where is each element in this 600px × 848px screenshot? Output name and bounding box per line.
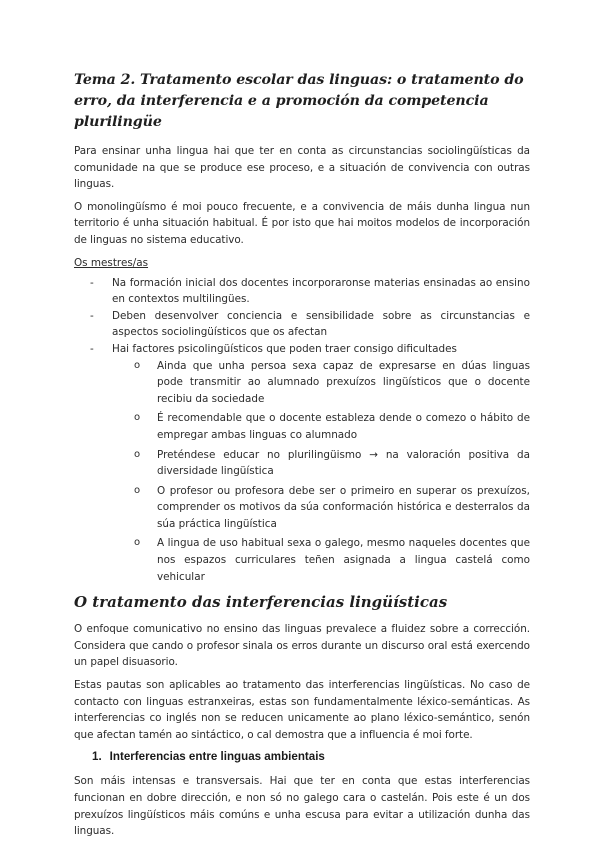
circle-list-item-text: É recomendable que o docente estableza dende o comezo o hábito de empregar ambas linguas co alumnado bbox=[157, 412, 530, 441]
dash-list-item-text: Hai factores psicolingüísticos que poden traer consigo dificultades bbox=[112, 342, 457, 355]
circle-list-item bbox=[134, 535, 530, 585]
dash-list-item bbox=[90, 308, 530, 341]
dash-list-item-text: Na formación inicial dos docentes incorporaronse materias ensinadas ao ensino en contextos multilingües. bbox=[112, 276, 530, 306]
dash-marker: - bbox=[90, 342, 94, 355]
circle-marker: o bbox=[134, 412, 141, 424]
dash-list-item bbox=[90, 341, 530, 585]
paragraph: Para ensinar unha lingua hai que ter en conta as circunstancias sociolingüísticas da comunidade na que se produce ese proceso, e a situación de convivencia con outras linguas. bbox=[74, 145, 530, 191]
numbered-heading bbox=[92, 749, 530, 765]
document-title: Tema 2. Tratamento escolar das linguas: o tratamento do erro, da interferencia e a promoción da competencia plurilingüe bbox=[74, 72, 524, 130]
circle-marker: o bbox=[134, 448, 141, 460]
subheading-teachers: Os mestres/as bbox=[74, 256, 149, 269]
circle-marker: o bbox=[134, 484, 141, 496]
circle-list-item-text: Ainda que unha persoa sexa capaz de expresarse en dúas linguas pode transmitir ao alumnado prexuízos lingüísticos que o docente recibiu da sociedade bbox=[157, 359, 530, 405]
circle-list bbox=[112, 358, 530, 586]
circle-list-item bbox=[134, 358, 530, 408]
dash-list-item bbox=[90, 275, 530, 308]
circle-list-item-text: Preténdese educar no plurilingüismo → na valoración positiva da diversidade lingüística bbox=[157, 448, 530, 478]
paragraph: O enfoque comunicativo no ensino das linguas prevalece a fluidez sobre a corrección. Considera que cando o profesor sinala os erros durante un discurso oral está exercendo un papel disuasorio. bbox=[74, 623, 530, 669]
dash-marker: - bbox=[90, 309, 94, 322]
circle-list-item bbox=[134, 483, 530, 533]
dash-marker: - bbox=[90, 276, 94, 289]
section-title: O tratamento das interferencias lingüísticas bbox=[74, 593, 448, 612]
paragraph: O monolingüísmo é moi pouco frecuente, e a convivencia de máis dunha lingua nun territorio é unha situación habitual. É por isto que hai moitos modelos de incorporación de linguas no sistema educativo. bbox=[74, 200, 530, 246]
circle-list-item bbox=[134, 447, 530, 480]
dash-list-item-text: Deben desenvolver conciencia e sensibilidade sobre as circunstancias e aspectos sociolingüísticos que os afectan bbox=[112, 309, 530, 339]
circle-list-item bbox=[134, 410, 530, 443]
dash-list bbox=[74, 275, 530, 586]
paragraph: Son máis intensas e transversais. Hai que ter en conta que estas interferencias funcionan en dobre dirección, e non só no galego cara o castelán. Pois este é un dos prexuízos lingüísticos máis comúns e unha escusa para evitar a utilización dunha das linguas. bbox=[74, 775, 530, 838]
circle-list-item-text: A lingua de uso habitual sexa o galego, mesmo naqueles docentes que nos espazos curriculares teñen asignada a lingua castelá como vehicular bbox=[157, 537, 530, 583]
circle-marker: o bbox=[134, 537, 141, 549]
heading-number: 1. bbox=[92, 750, 102, 764]
circle-list-item-text: O profesor ou profesora debe ser o primeiro en superar os prexuízos, comprender os motivos da súa conformación histórica e desterralos da súa práctica lingüística bbox=[157, 484, 530, 530]
circle-marker: o bbox=[134, 359, 141, 371]
heading-text: Interferencias entre linguas ambientais bbox=[109, 750, 325, 764]
paragraph: Estas pautas son aplicables ao tratamento das interferencias lingüísticas. No caso de contacto con linguas estranxeiras, estas son fundamentalmente léxico-semánticas. As interferencias co inglés non se reducen unicamente ao plano léxico-semántico, senón que afectan tamén ao sintáctico, o cal demostra que a influencia é moi forte. bbox=[74, 679, 530, 741]
